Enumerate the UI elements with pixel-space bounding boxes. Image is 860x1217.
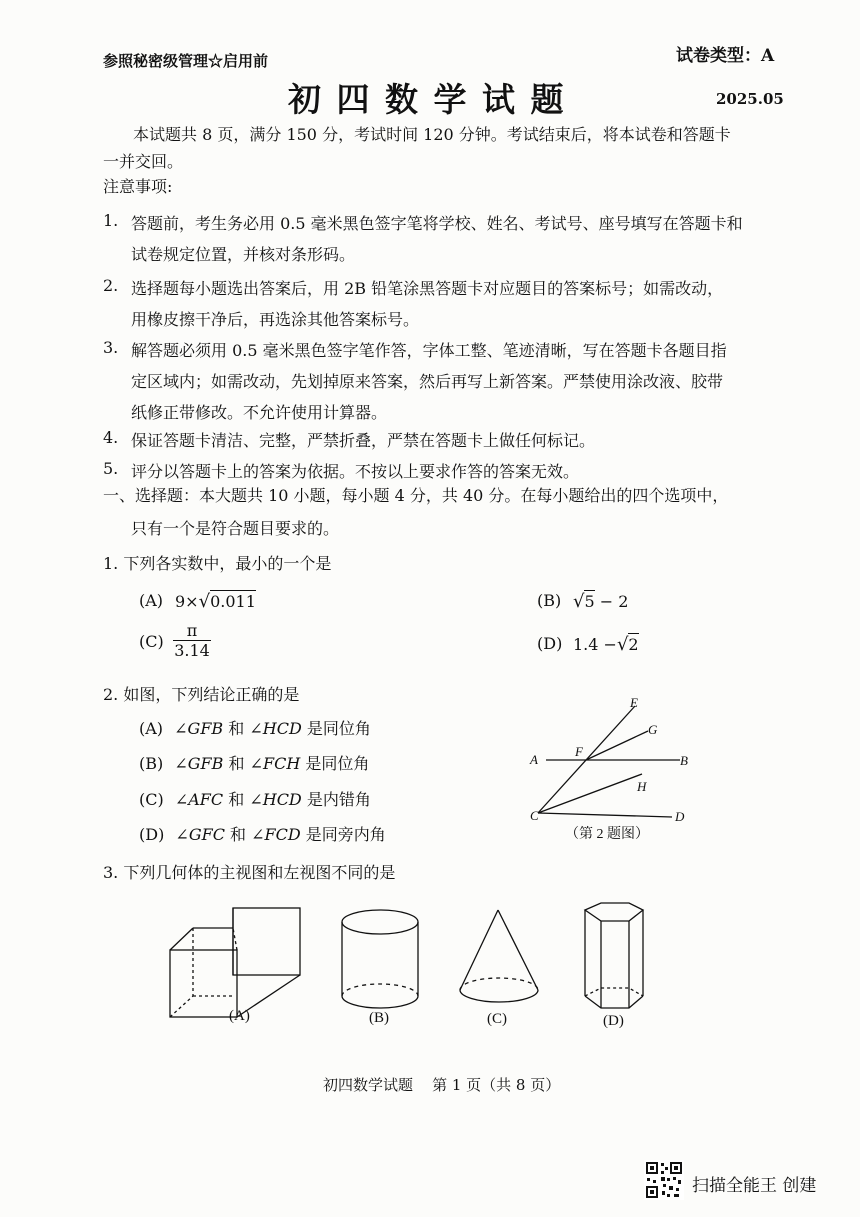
line-cd bbox=[538, 813, 672, 817]
solid-b-cylinder bbox=[342, 910, 418, 1008]
q2-option-d-label: (D) bbox=[139, 825, 165, 844]
question-3-stem: 3. 下列几何体的主视图和左视图不同的是 bbox=[103, 863, 396, 882]
note-2-number: 2. bbox=[103, 276, 119, 295]
angle-name: GFB bbox=[187, 754, 224, 773]
radical-sign: √ bbox=[573, 591, 585, 612]
point-label-e: E bbox=[630, 695, 638, 710]
note-3-line-1: 解答题必须用 0.5 毫米黑色签字笔作答，字体工整、笔迹清晰，写在答题卡各题目指 bbox=[131, 341, 727, 360]
note-2-line-1: 选择题每小题选出答案后，用 2B 铅笔涂黑答题卡对应题目的答案标号；如需改动， bbox=[131, 279, 724, 298]
angle-name: AFC bbox=[188, 790, 224, 809]
page-footer: 初四数学试题 第 1 页（共 8 页） bbox=[323, 1076, 561, 1094]
note-2-line-2: 用橡皮擦干净后，再选涂其他答案标号。 bbox=[131, 310, 420, 329]
angle-symbol: ∠ bbox=[249, 754, 263, 773]
angle-name: FCH bbox=[262, 754, 301, 773]
q1-option-a-radicand: 0.011 bbox=[210, 592, 256, 611]
solid-c-label: (C) bbox=[487, 1011, 507, 1027]
note-5-line-1: 评分以答题卡上的答案为依据。不按以上要求作答的答案无效。 bbox=[131, 462, 580, 481]
note-1-line-2: 试卷规定位置，并核对条形码。 bbox=[131, 245, 356, 264]
q1-option-b-label: (B) bbox=[537, 591, 562, 610]
section-1-heading-line-2: 只有一个是符合题目要求的。 bbox=[131, 519, 340, 538]
q2-option-c bbox=[139, 787, 371, 810]
q1-option-d-expression bbox=[573, 634, 639, 655]
point-label-f: F bbox=[575, 744, 583, 759]
q1-option-b-tail: − 2 bbox=[599, 592, 629, 611]
angle-symbol: ∠ bbox=[174, 790, 189, 809]
qr-code-icon bbox=[644, 1160, 684, 1200]
q2-option-b bbox=[139, 751, 369, 774]
angle-name: HCD bbox=[262, 790, 302, 809]
ray-fg bbox=[586, 731, 648, 760]
page-title: 初 四 数 学 试 题 bbox=[288, 80, 566, 119]
q3-solids-figure bbox=[160, 900, 680, 1030]
q1-option-b-radicand: 5 bbox=[584, 592, 595, 611]
q1-option-d-radicand: 2 bbox=[628, 635, 639, 654]
relation-text: 是同位角 bbox=[301, 719, 371, 738]
point-label-a: A bbox=[530, 752, 538, 767]
point-label-b: B bbox=[680, 753, 688, 768]
angle-name: GFB bbox=[187, 719, 224, 738]
q1-option-a-label: (A) bbox=[139, 591, 164, 610]
q2-option-a-label: (A) bbox=[139, 719, 164, 738]
question-2-stem: 2. 如图，下列结论正确的是 bbox=[103, 685, 300, 704]
note-4-number: 4. bbox=[103, 428, 119, 447]
q2-option-c-label: (C) bbox=[139, 790, 164, 809]
intro-line-1: 本试题共 8 页，满分 150 分，考试时间 120 分钟。考试结束后，将本试卷和答题卡 bbox=[133, 125, 731, 144]
angle-symbol: ∠ bbox=[174, 719, 188, 738]
point-label-h: H bbox=[637, 779, 647, 794]
conjunction: 和 bbox=[223, 754, 250, 773]
solid-d-label: (D) bbox=[603, 1013, 624, 1029]
q1-option-c-label: (C) bbox=[139, 632, 164, 651]
note-3-line-3: 纸修正带修改。不允许使用计算器。 bbox=[131, 403, 388, 422]
solid-c-cone bbox=[460, 910, 538, 1002]
q1-option-d-head: 1.4 − bbox=[573, 635, 617, 654]
q2-option-d bbox=[139, 822, 386, 845]
angle-name: GFC bbox=[188, 825, 225, 844]
note-3-line-2: 定区域内；如需改动，先划掉原来答案，然后再写上新答案。严禁使用涂改液、胶带 bbox=[131, 372, 724, 391]
q1-option-c-numerator: π bbox=[186, 621, 198, 640]
note-1-number: 1. bbox=[103, 211, 119, 230]
solid-b-label: (B) bbox=[369, 1010, 389, 1026]
q1-option-c-fraction bbox=[173, 622, 211, 661]
q2-option-a bbox=[139, 716, 371, 739]
radical-sign: √ bbox=[198, 591, 211, 612]
solid-a-label: (A) bbox=[229, 1008, 250, 1024]
solid-d-hexagonal-prism bbox=[585, 903, 643, 1008]
point-label-c: C bbox=[530, 808, 539, 823]
angle-name: HCD bbox=[262, 719, 302, 738]
relation-text: 是内错角 bbox=[301, 790, 371, 809]
solid-a-two-cubes bbox=[170, 908, 300, 1017]
angle-symbol: ∠ bbox=[174, 754, 188, 773]
question-1-stem: 1. 下列各实数中，最小的一个是 bbox=[103, 554, 332, 573]
paper-type-label: 试卷类型：A bbox=[676, 46, 775, 66]
note-4-line-1: 保证答题卡清洁、完整，严禁折叠，严禁在答题卡上做任何标记。 bbox=[131, 431, 596, 450]
point-label-g: G bbox=[648, 722, 658, 737]
relation-text: 是同旁内角 bbox=[300, 825, 386, 844]
q2-option-b-label: (B) bbox=[139, 754, 164, 773]
secrecy-label: 参照秘密级管理☆启用前 bbox=[103, 52, 269, 70]
angle-symbol: ∠ bbox=[175, 825, 189, 844]
q2-figure-caption: （第 2 题图） bbox=[565, 827, 649, 842]
conjunction: 和 bbox=[223, 719, 250, 738]
conjunction: 和 bbox=[223, 790, 250, 809]
q1-option-a-expression bbox=[175, 591, 256, 612]
radical-sign: √ bbox=[616, 634, 629, 655]
intro-line-2: 一并交回。 bbox=[103, 152, 184, 171]
note-1-line-1: 答题前，考生务必用 0.5 毫米黑色签字笔将学校、姓名、考试号、座号填写在答题卡和 bbox=[131, 214, 743, 233]
notes-heading: 注意事项: bbox=[103, 177, 173, 196]
scanner-watermark: 扫描全能王 创建 bbox=[692, 1176, 817, 1196]
section-1-heading-line-1: 一、选择题：本大题共 10 小题，每小题 4 分，共 40 分。在每小题给出的四个选项中， bbox=[103, 486, 729, 505]
relation-text: 是同位角 bbox=[300, 754, 370, 773]
q1-option-d-label: (D) bbox=[537, 634, 563, 653]
q1-option-c-denominator: 3.14 bbox=[174, 641, 210, 660]
exam-date: 2025.05 bbox=[716, 90, 784, 108]
q1-option-b-expression bbox=[573, 591, 628, 612]
q1-option-a-coefficient: 9× bbox=[175, 592, 199, 611]
angle-name: FCD bbox=[264, 825, 301, 844]
angle-symbol: ∠ bbox=[249, 790, 263, 809]
q2-angle-figure bbox=[520, 694, 700, 854]
ray-ch bbox=[538, 774, 642, 813]
point-label-d: D bbox=[675, 809, 685, 824]
conjunction: 和 bbox=[224, 825, 252, 844]
note-5-number: 5. bbox=[103, 459, 119, 478]
angle-symbol: ∠ bbox=[251, 825, 265, 844]
angle-symbol: ∠ bbox=[249, 719, 263, 738]
note-3-number: 3. bbox=[103, 338, 119, 357]
